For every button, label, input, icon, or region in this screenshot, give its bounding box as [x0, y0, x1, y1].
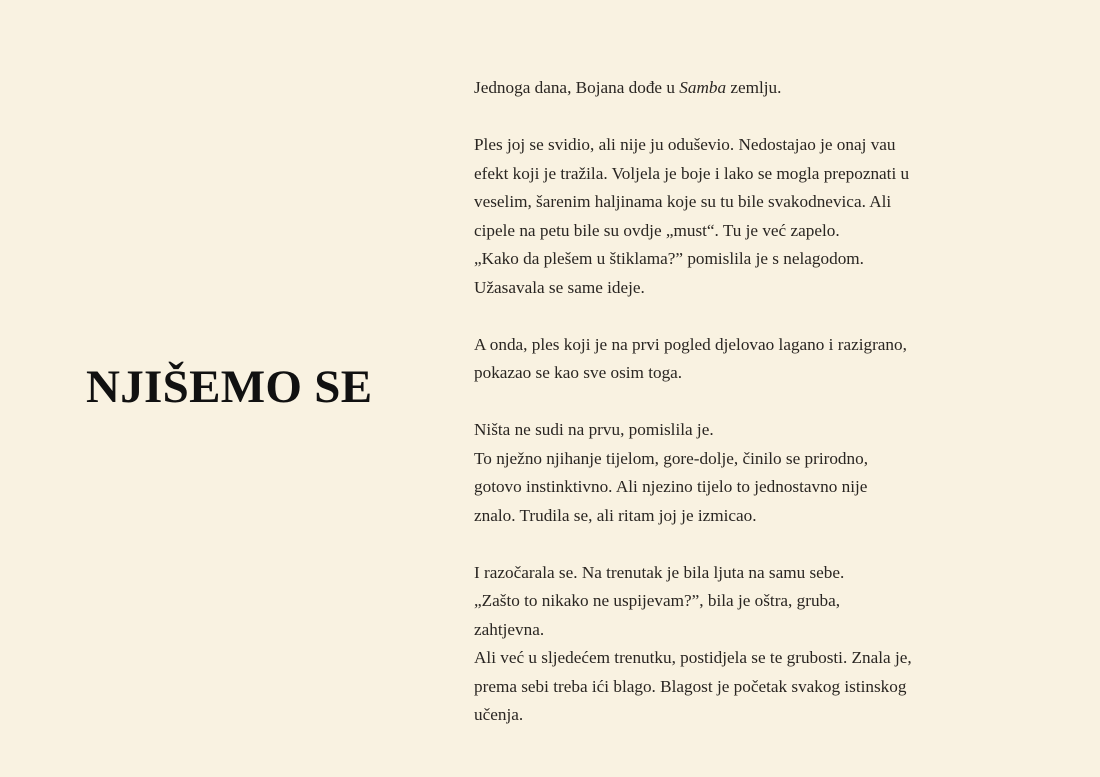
text-line: pokazao se kao sve osim toga. — [474, 363, 683, 382]
paragraph-3 — [474, 331, 1054, 388]
story-text — [474, 74, 1054, 758]
chapter-title: NJIŠEMO SE — [86, 361, 373, 413]
text-line: Ali već u sljedećem trenutku, postidjela se te grubosti. Znala je, — [474, 648, 912, 667]
text-line: Užasavala se same ideje. — [474, 277, 645, 297]
text-line: „Kako da plešem u štiklama?” pomislila je s nelagodom. — [474, 249, 864, 268]
text-line: zahtjevna. — [474, 619, 545, 639]
paragraph-1 — [474, 74, 1054, 103]
text-line: A onda, ples koji je na prvi pogled djelovao lagano i razigrano, — [474, 334, 907, 354]
paragraph-5 — [474, 559, 1054, 730]
text-line: učenja. — [474, 705, 524, 724]
text-line: cipele na petu bile su ovdje „must“. Tu je već zapelo. — [474, 220, 840, 240]
emphasis-text: Samba — [679, 78, 727, 97]
text-line: gotovo instinktivno. Ali njezino tijelo to jednostavno nije — [474, 477, 868, 496]
paragraph-2 — [474, 131, 1054, 302]
text-line: I razočarala se. Na trenutak je bila ljuta na samu sebe. — [474, 562, 845, 582]
text-line: efekt koji je tražila. Voljela je boje i lako se mogla prepoznati u — [474, 163, 910, 183]
text-line: prema sebi treba ići blago. Blagost je početak svakog istinskog — [474, 676, 907, 696]
text-line: Ples joj se svidio, ali nije ju oduševio. Nedostajao je onaj vau — [474, 135, 896, 154]
text-line: veselim, šarenim haljinama koje su tu bile svakodnevica. Ali — [474, 192, 892, 211]
text-line: „Zašto to nikako ne uspijevam?”, bila je oštra, gruba, — [474, 591, 841, 610]
text-line: Ništa ne sudi na prvu, pomislila je. — [474, 420, 714, 439]
text-line: To nježno njihanje tijelom, gore-dolje, činilo se prirodno, — [474, 448, 869, 468]
paragraph-4 — [474, 416, 1054, 530]
text-line: znalo. Trudila se, ali ritam joj je izmicao. — [474, 505, 757, 525]
text-line: Jednoga dana, Bojana dođe u Samba zemlju. — [474, 78, 782, 97]
